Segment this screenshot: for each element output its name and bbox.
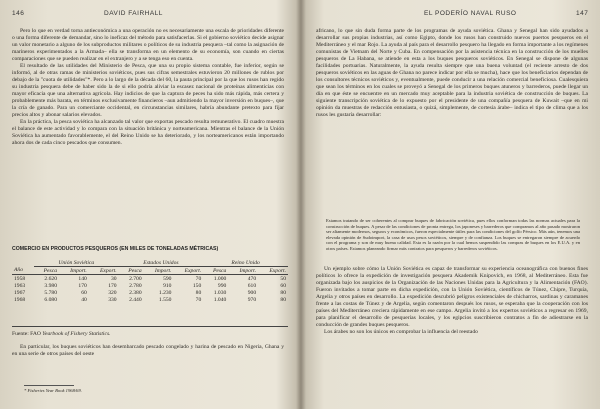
table-cell: 2.620 [44,275,57,282]
table-cell: 80 [280,289,286,296]
table-column-header: Export. [173,267,203,275]
table-cell: 150 [192,282,202,289]
table-row [12,296,288,303]
table-cell: 50 [280,275,286,282]
table-cell: 2.780 [129,282,142,289]
table-cell: 610 [247,282,257,289]
table-caption: COMERCIO EN PRODUCTOS PESQUEROS (EN MILES DE TONELADAS MÉTRICAS) [12,246,219,252]
table-cell: 590 [163,275,172,282]
table-cell: 6.080 [44,296,57,303]
block-quote: Estamos tratando de ser coherentes al comprar buques de fabricación soviética, pues ellos conforman todas las normas actuales para la construcción de buques. A pesar de las condiciones de pronta entrega, los japoneses y barrederos que compramos al año pasado mostraron ser altamente modernos, seguros y económicos, fueron especialmente útiles para las condiciones del golfo Pérsico. Más aún, tenemos una elevada opinión de Sudoimport, la casa de usos pesos soviéticos, siempre y de confianza. Los buques se entregaron siempre de acuerdo con el programa y son de muy buena calidad. Esta es la razón por la cual hemos suspendido las compras de buques en los E.U.A. y en otros países. Estamos planeando firmar más contratos para pesqueros y barrederos soviéticos. [326,218,580,251]
running-head-right: EL PODERÍO NAVAL RUSO [424,10,517,17]
paragraph: africano, lo que sin duda forma parte de los programas de ayuda soviética. Ghana y Senegal han sido ayudados a desarrollar sus propias industrias, así como Egipto, donde los rusos han construido nuevos puertos pesqueros en el Mediterráneo y el mar Rojo. La ayuda al país para el desarrollo pesquero ha llegado en forma importante a los regímenes comunistas de Vietnam del Norte y Cuba. En compensación por la asistencia técnica en la construcción de los muelles pesqueros de La Habana, se atiende en esta a los buques pesqueros soviéticos. En Senegal se dispone de algunas facilidades portuarias. Naturalmente, la ayuda resulta siempre que una buena voluntad (el reciente arresto de dos pesqueros soviéticos en las aguas de Ghana no parece indicar por ella se mucha), hace que los beneficiarios dependan de los consultores técnicos soviéticos y, eventualmente, puede conducir a una relación comercial beneficiosa. Cualesquiera que sean los términos en los cuales se proveyó a Senegal de los primeros buques atuneros y barrederos, puede llegar un día en que éste se encuentre en un mercado muy aceptable para la industria soviética de construcción de buques. La siguiente transcripción soviética de lo expuesto por el presidente de una compañía pesquera de Kuwait –que en mi opinión da muestras de redacción entusiasta, o quizá, simplemente, de cortesía árabe– indica el tipo de clima que a los rusos les gustaría desarrollar: [316,28,588,118]
table-cell: 170 [78,282,87,289]
paragraph: El resultado de las utilidades del Ministerio de Pesca, que una su propio sistema contable, fue inferior, según se informó, al de otras ramas de ministerios soviéticos, pues sus cifras semestrales estuvieron 20 millones de rublos por debajo de la "cuota de utilidades"*. Pero a lo largo de la década del 60, la pauta principal por la que los rusos han regido su industria pesquera debe de haber sido la de si ello podría aliviar la escasez nacional de proteínas alimenticias con mayor eficacia que una alternativa agrícola. Hay indicios de que la captura de peces ha sido más rápida, más certera y probablemente más barata, en términos exclusivamente financieros –aun admitiendo la mayor inversión en buques–, que la cría de ganado. Para un comerciante occidental, en circunstancias similares, habría abundante pretexto para fijar precios altos y abonar salarios elevados. [12,63,284,118]
table-cell: 140 [78,275,87,282]
table-source [12,331,111,337]
footnote: * Fisheries Year Book 1968/69. [24,388,82,393]
left-after-table-text [12,344,284,358]
page-number-right: 147 [576,10,589,17]
left-page [0,0,298,409]
footnote-rule [24,385,74,386]
table-cell: 1968 [14,296,26,303]
table-group-header: Reino Unido [203,259,288,267]
table-column-header: Pesca [119,267,144,275]
table-group-header: Unión Soviética [34,259,119,267]
paragraph: En la práctica, la pesca soviética ha alcanzado tal valor que exportas pescado resulta remunerativo. El cuadro muestra el balance de este actividad y lo compara con la situación británica y norteamericana. Mientras el balance de la Unión Soviética ha aumentado favorablemente, el del Reino Unido se ha deteriorado, y los norteamericanos están importando ahora dos de cada cinco pescados que consumen. [12,119,284,146]
table-cell: 1.550 [158,296,172,303]
table-cell: 1958 [14,275,26,282]
table-cell: 330 [108,296,117,303]
running-head-left: DAVID FAIRHALL [104,10,163,17]
table-column-header: Export. [258,267,288,275]
table-cell: 320 [108,289,117,296]
table-cell: 2.440 [129,296,142,303]
table-cell: 70 [195,296,202,303]
paragraph: En particular, los buques soviéticos han desembarcado pescado congelado y harina de pescado en Nigeria, Ghana y en una serie de otros países del oeste [12,344,284,357]
table-cell: 70 [195,275,202,282]
table-cell: 1.030 [213,289,227,296]
paragraph: Los árabes no son los únicos en comprobar la influencia del reestado [324,329,478,335]
table-column-header: Pesca [203,267,228,275]
table-cell: 170 [108,282,117,289]
table-column-header: Import. [59,267,89,275]
table-cell: 900 [247,289,257,296]
table-cell: 60 [280,282,286,289]
table-column-header: Pesca [34,267,59,275]
table-cell: 60 [81,289,87,296]
right-body-text [316,28,588,119]
table-cell: 990 [217,282,227,289]
page-number-left: 146 [12,10,25,17]
table-cell: 910 [163,282,172,289]
table-cell: 80 [280,296,286,303]
table-row [12,275,288,283]
table-cell: 5.780 [44,289,57,296]
table-cell: 1.040 [213,296,227,303]
table-cell: 970 [247,296,257,303]
table-column-header: Export. [89,267,119,275]
table-cell: 40 [81,296,87,303]
table-source-title: Yearbook of Fishery Statistics. [42,331,111,337]
right-page [304,0,600,409]
table-cell: 3.980 [44,282,57,289]
paragraph: Pero lo que en verdad torna antieconómica a una operación no es necesariamente una escala de prioridades diferente o una forma diferente de demandar, sino lo inefícaz del método para satisfacerlas. Si el gobierno soviético decide asignar un valor monetario a alguno de los subproductos militares o políticos de su industria pesquera –tal como la asignación de marineros experimentados a la Armada– ella se transforma en un elemento de su economía, son cuando en ciertas comparaciones que se pueden realizar en el extranjero y a se tenga eso en cuenta. [12,28,284,62]
table-bottom-rule [12,326,288,327]
fishery-trade-table [12,259,288,303]
table-cell: 1.000 [213,275,227,282]
table-cell: 1967 [14,289,26,296]
table-cell: 2.700 [129,275,142,282]
table-source-label: Fuente: FAO [12,331,43,337]
table-cell: 30 [111,275,117,282]
table-row [12,289,288,296]
table-cell: 470 [247,275,257,282]
table-column-header: Import. [228,267,258,275]
paragraph: Un ejemplo sobre cómo la Unión Soviética es capaz de transformar su experiencia oceanográfica con buenos fines políticos lo ofrece la expedición de investigación pesquera Akademik Knipovich, en 1968, al Mediterráneo. Esta fue organizada bajo los auspicios de la Organización de las Naciones Unidas para la Agricultura y la Alimentación (FAO). Fueron invitados a tomar parte en dicha expedición, con la Unión Soviética, científicos de Túnez, Chipre, Turquía, Argelia y otros países en desarrollo. La expedición descubrió peligros existenciales de chicharros, sardinas y caramanes frente a las costas de Túnez y de Argelia, según comentaron después los rusos, se esperaba que la cooperación con los países del Mediterráneo creciera rápidamente en ese campo. Argelia invitó a los expertos soviéticos a regresar en 1969, para planificar el desarrollo de pesquerías locales, y los egipcios suscribieron contratos a fin de adiestrarse en la conducción de grandes buques pesqueros. [316,266,588,328]
table-cell: 80 [195,289,202,296]
left-body-text [12,28,284,147]
table-group-header: Estados Unidos [119,259,204,267]
table-cell: 1963 [14,282,26,289]
table-column-header: Año [12,267,34,275]
table-cell: 2.380 [129,289,142,296]
table-row [12,282,288,289]
table-cell: 1.230 [158,289,172,296]
table-column-header: Import. [144,267,174,275]
right-body-text-2 [316,266,588,336]
